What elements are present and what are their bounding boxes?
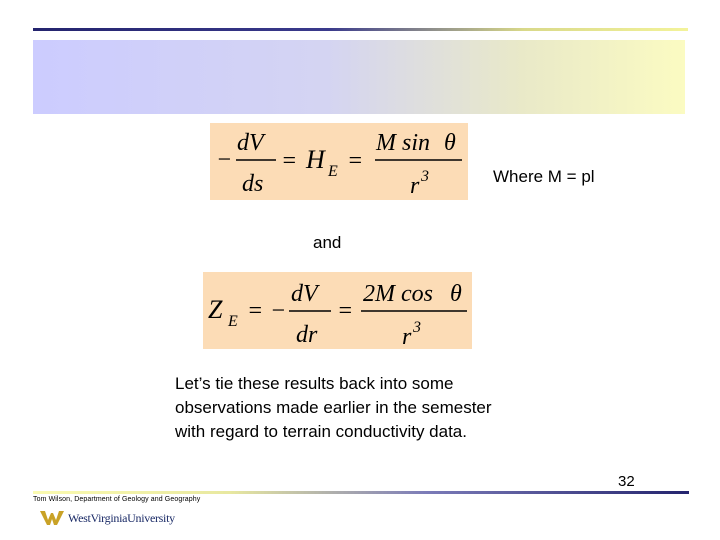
equation-horizontal-field — [210, 123, 468, 200]
eq2-r: r — [402, 324, 412, 349]
body-line-3: with regard to terrain conductivity data. — [175, 422, 467, 441]
title-band — [33, 40, 685, 114]
eq1-numerator: dV — [237, 130, 264, 156]
footer-credit: Tom Wilson, Department of Geology and Geography — [33, 496, 201, 503]
body-paragraph — [175, 372, 595, 444]
where-note: Where M = pl — [493, 167, 595, 186]
eq2-numerator: dV — [291, 281, 318, 307]
eq2-E-subscript: E — [228, 313, 238, 330]
eq2-2M-cos: 2M cos — [363, 281, 433, 307]
eq2-r-exponent: 3 — [413, 319, 421, 336]
top-rule — [33, 28, 688, 31]
body-line-2: observations made earlier in the semester — [175, 398, 492, 417]
logo-wordmark: WestVirginiaUniversity — [68, 510, 175, 525]
page-number: 32 — [618, 473, 635, 490]
eq1-theta: θ — [444, 130, 456, 156]
eq1-r-exponent: 3 — [421, 168, 429, 185]
eq1-denominator: ds — [242, 171, 264, 197]
eq1-H: H — [306, 145, 325, 174]
flying-wv-logo-icon — [40, 510, 64, 526]
eq2-denominator: dr — [296, 322, 318, 348]
eq2-theta: θ — [450, 281, 462, 307]
eq1-minus: − — [216, 147, 233, 173]
eq1-equals-2: = — [347, 148, 364, 174]
university-logo — [40, 507, 175, 529]
eq2-equals-1: = — [247, 298, 264, 324]
eq1-equals-1: = — [281, 148, 298, 174]
eq1-E-subscript: E — [328, 163, 338, 180]
body-line-1: Let’s tie these results back into some — [175, 374, 454, 393]
equation-vertical-field — [203, 272, 472, 349]
bottom-rule — [33, 491, 689, 494]
eq2-minus: − — [270, 298, 287, 324]
eq1-M-sin: M sin — [376, 130, 430, 156]
and-text: and — [313, 233, 342, 252]
eq1-r: r — [410, 173, 420, 199]
eq2-equals-2: = — [337, 298, 354, 324]
eq2-Z: Z — [208, 295, 223, 324]
